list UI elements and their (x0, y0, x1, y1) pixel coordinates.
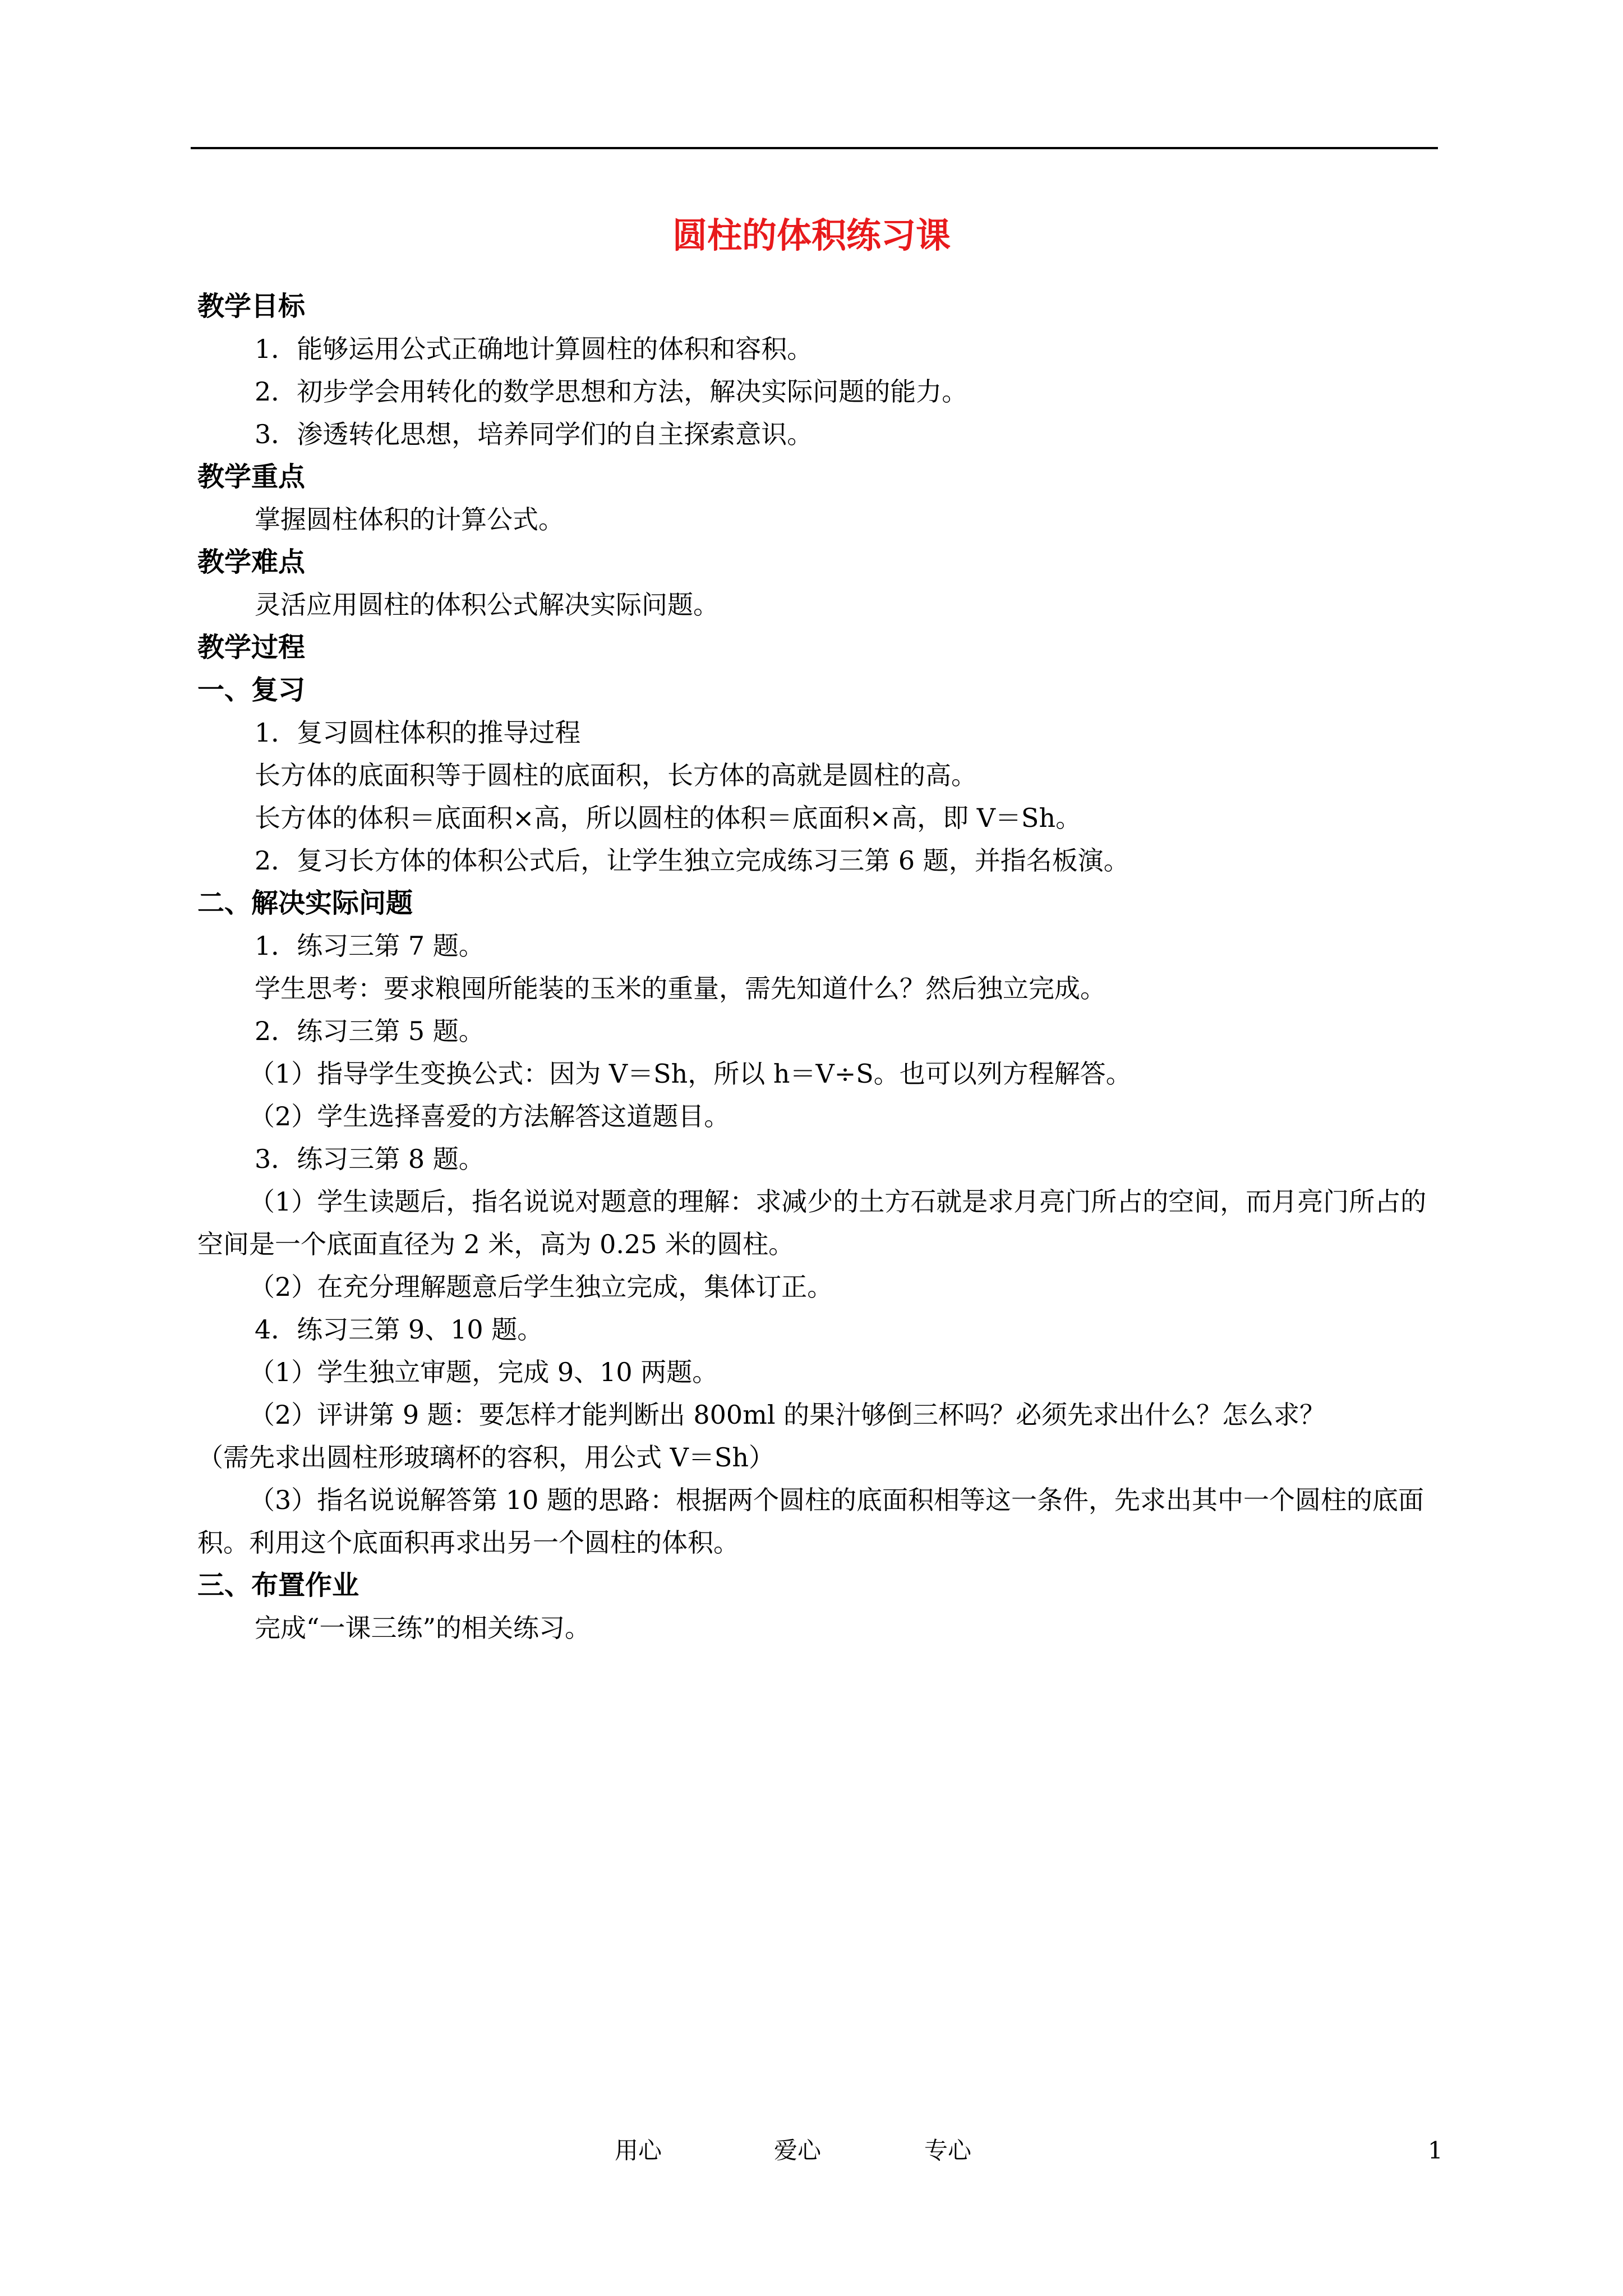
sub-paragraph: （2）学生选择喜爱的方法解答这道题目。 (249, 1101, 730, 1131)
section-heading: 教学过程 (197, 632, 306, 663)
paragraph: 灵活应用圆柱的体积公式解决实际问题。 (255, 590, 719, 620)
footer-slogan-2: 爱心 (774, 2137, 822, 2164)
paragraph: 长方体的底面积等于圆柱的底面积，长方体的高就是圆柱的高。 (255, 760, 977, 790)
sub-paragraph: （2）评讲第 9 题：要怎样才能判断出 800ml 的果汁够倒三杯吗？必须先求出什么？怎么求？ (249, 1400, 1326, 1430)
paragraph: 2．初步学会用转化的数学思想和方法，解决实际问题的能力。 (255, 376, 968, 407)
paragraph: 3．渗透转化思想，培养同学们的自主探索意识。 (255, 419, 813, 449)
section-heading: 教学重点 (197, 461, 306, 493)
sub-paragraph: （1）学生独立审题，完成 9、10 两题。 (249, 1357, 718, 1387)
paragraph: 学生思考：要求粮囤所能装的玉米的重量，需先知道什么？然后独立完成。 (255, 973, 1106, 1004)
section-heading: 教学目标 (197, 291, 306, 322)
section-heading: 一、复习 (197, 674, 306, 706)
sub-paragraph: （1）指导学生变换公式：因为 V＝Sh，所以 h＝V÷S。也可以列方程解答。 (249, 1059, 1132, 1089)
paragraph: 2．复习长方体的体积公式后，让学生独立完成练习三第 6 题，并指名板演。 (255, 845, 1129, 876)
section-heading: 三、布置作业 (197, 1570, 359, 1601)
paragraph: 1．练习三第 7 题。 (255, 931, 485, 961)
paragraph: 3．练习三第 8 题。 (255, 1144, 485, 1174)
sub-paragraph: （1）学生读题后，指名说说对题意的理解：求减少的土方石就是求月亮门所占的空间，而月亮门所占的空间是一个底面直径为 2 米，高为 0.25 米的圆柱。 (197, 1186, 1427, 1259)
header-rule (191, 147, 1438, 149)
document-body (197, 285, 1444, 1649)
section-heading: 教学难点 (197, 546, 306, 578)
paragraph: 完成“一课三练”的相关练习。 (255, 1613, 591, 1643)
paragraph: 掌握圆柱体积的计算公式。 (255, 504, 564, 535)
paragraph: 长方体的体积＝底面积×高，所以圆柱的体积＝底面积×高，即 V＝Sh。 (255, 803, 1082, 833)
paragraph: 1．能够运用公式正确地计算圆柱的体积和容积。 (255, 334, 813, 364)
footer-slogan-1: 用心 (615, 2137, 662, 2164)
paragraph: 1．复习圆柱体积的推导过程 (255, 717, 581, 748)
footer-slogan-3: 专心 (924, 2137, 972, 2164)
sub-paragraph: （2）在充分理解题意后学生独立完成，集体订正。 (249, 1272, 833, 1302)
paragraph: （需先求出圆柱形玻璃杯的容积，用公式 V＝Sh） (197, 1442, 774, 1473)
page-number: 1 (1428, 2137, 1443, 2164)
paragraph: 2．练习三第 5 题。 (255, 1016, 485, 1046)
section-heading: 二、解决实际问题 (197, 887, 413, 919)
paragraph: 4．练习三第 9、10 题。 (255, 1314, 543, 1345)
sub-paragraph: （3）指名说说解答第 10 题的思路：根据两个圆柱的底面积相等这一条件，先求出其中一个圆柱的底面积。利用这个底面积再求出另一个圆柱的体积。 (197, 1485, 1424, 1558)
document-title: 圆柱的体积练习课 (672, 215, 951, 256)
